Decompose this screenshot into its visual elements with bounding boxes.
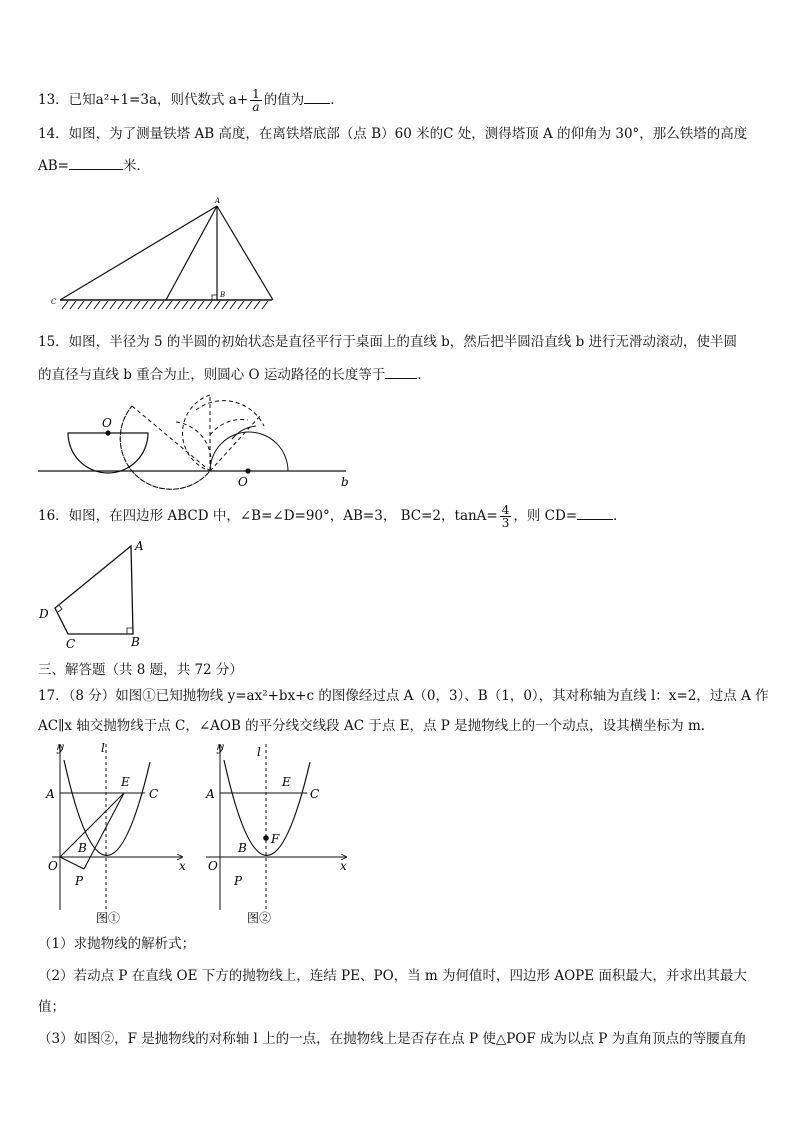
- label-o-end: O: [238, 475, 248, 489]
- label-e: E: [282, 775, 291, 789]
- label-a: A: [135, 539, 144, 553]
- question-16: 16．如图，在四边形 ABCD 中，∠B=∠D=90°，AB=3， BC=2，tanA= $\frac{4}{3}$ ，则 CD= ．: [38, 503, 627, 530]
- label-o: O: [208, 859, 218, 873]
- label-c: C: [66, 637, 76, 651]
- label-y: y: [57, 740, 64, 754]
- question-17-sub1: （1）求抛物线的解析式；: [38, 936, 196, 952]
- label-x: x: [340, 859, 347, 873]
- question-15-line2: 的直径与直线 b 重合为止，则圆心 O 运动路径的长度等于 ．: [38, 367, 431, 383]
- answer-blank: [577, 507, 613, 520]
- answer-blank: [304, 91, 330, 104]
- q16-fraction: $\frac{4}{3}$: [501, 503, 510, 530]
- question-17-sub2-line2: 值；: [38, 999, 65, 1015]
- label-p: P: [75, 874, 84, 888]
- q13-fraction: $\frac{1}{a}$: [252, 87, 260, 114]
- section-heading: 三、解答题（共 8 题，共 72 分）: [38, 662, 243, 678]
- q16-quadrilateral-figure: [36, 536, 156, 656]
- label-l: l: [257, 745, 261, 759]
- label-a: A: [206, 787, 215, 801]
- label-line-b: b: [341, 475, 349, 489]
- question-17-sub3: （3）如图②，F 是抛物线的对称轴 l 上的一点，在抛物线上是否存在点 P 使△POF 成为以点 P 为直角顶点的等腰直角: [38, 1031, 747, 1047]
- label-b: B: [220, 291, 226, 299]
- figure-1-caption: 图①: [96, 911, 121, 925]
- q17-figure-2: [200, 740, 355, 925]
- q17-figure-1: [40, 740, 190, 925]
- figure-2-caption: 图②: [247, 911, 272, 925]
- label-b: B: [131, 635, 140, 649]
- label-e: E: [121, 775, 130, 789]
- label-d: D: [39, 607, 49, 621]
- label-x: x: [179, 859, 186, 873]
- answer-blank: [69, 157, 123, 170]
- q13-text: 13．已知a²+1=3a，则代数式 a+: [38, 92, 249, 108]
- question-14-line1: 14．如图，为了测量铁塔 AB 高度，在离铁塔底部（点 B）60 米的C 处，测得塔顶 A 的仰角为 30°，那么铁塔的高度: [38, 126, 748, 142]
- label-o: O: [48, 859, 58, 873]
- question-17-line2: AC∥x 轴交抛物线于点 C，∠AOB 的平分线交线段 AC 于点 E，点 P 是抛物线上的一个动点，设其横坐标为 m.: [38, 718, 706, 734]
- label-y: y: [217, 740, 224, 754]
- answer-blank: [385, 366, 417, 379]
- label-o-start: O: [102, 416, 112, 430]
- question-17-line1: 17．（8 分）如图①已知抛物线 y=ax²+bx+c 的图像经过点 A（0，3）、B（1，0），其对称轴为直线 l：x=2，过点 A 作: [38, 688, 769, 704]
- label-b: B: [78, 841, 87, 855]
- label-l: l: [101, 741, 105, 755]
- question-13: 13．已知a²+1=3a，则代数式 a+ $\frac{1}{a}$ 的值为 ．: [38, 87, 344, 114]
- label-c: C: [51, 298, 57, 306]
- label-f: F: [271, 832, 280, 846]
- label-b: B: [238, 841, 247, 855]
- label-p: P: [234, 874, 243, 888]
- question-15-line1: 15．如图，半径为 5 的半圆的初始状态是直径平行于桌面上的直线 b，然后把半圆沿直线 b 进行无滑动滚动，使半圆: [38, 334, 738, 350]
- label-a: A: [215, 197, 221, 205]
- question-14-line2: AB= 米．: [38, 158, 150, 174]
- question-17-sub2-line1: （2）若动点 P 在直线 OE 下方的抛物线上，连结 PE、PO，当 m 为何值时，四边形 AOPE 面积最大，并求出其最大: [38, 968, 747, 984]
- label-c: C: [310, 787, 320, 801]
- q14-tower-figure: [40, 190, 280, 310]
- label-c: C: [149, 787, 159, 801]
- q15-rolling-semicircle-figure: [36, 390, 356, 490]
- label-a: A: [46, 787, 55, 801]
